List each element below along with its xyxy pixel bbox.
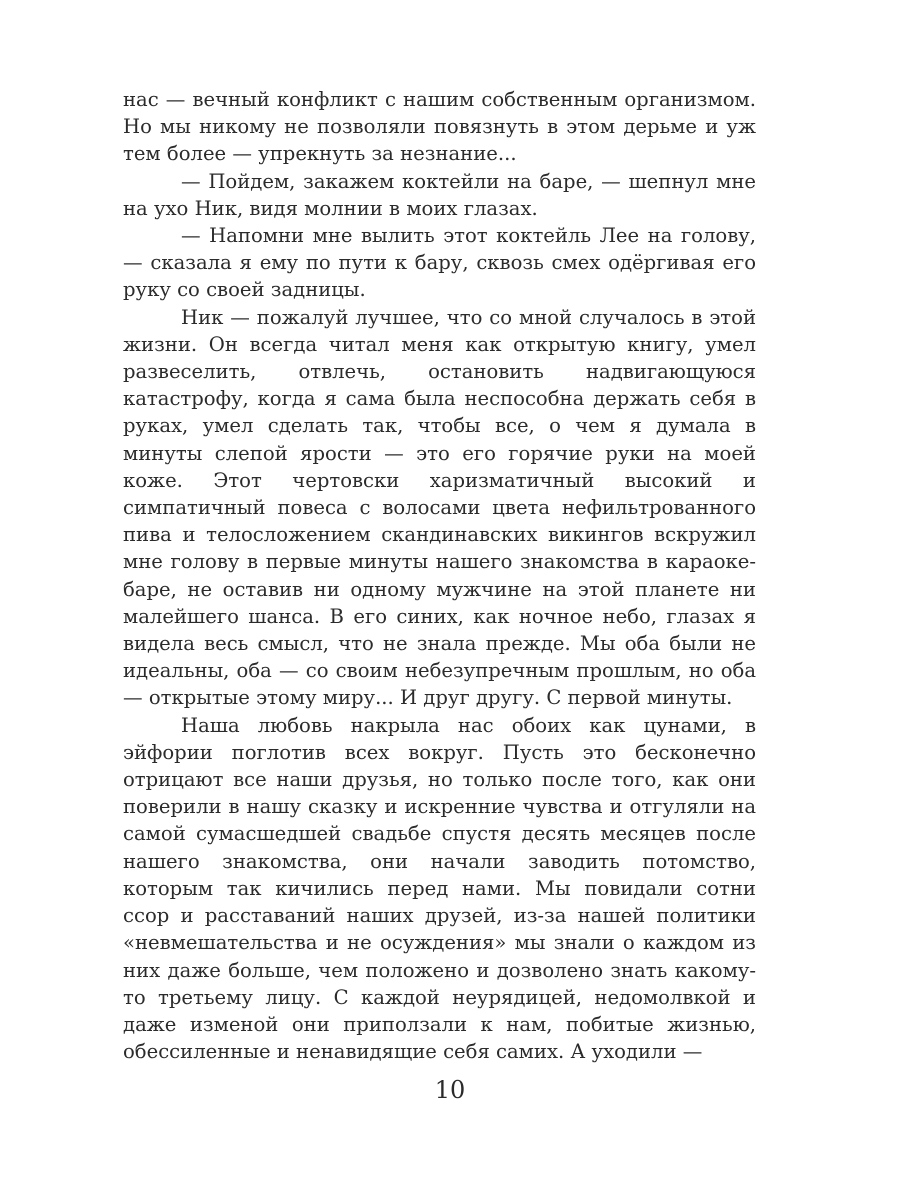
body-text (123, 86, 756, 1065)
paragraph-continued: нас — вечный конфликт с нашим собственным организмом. Но мы никому не позволяли повязнуть в этом дерьме и уж тем более — упрекнуть за незнание... (123, 88, 756, 166)
page-number: 10 (434, 1076, 466, 1104)
paragraph-nick: Ник — пожалуй лучшее, что со мной случалось в этой жизни. Он всегда читал меня как открытую книгу, умел развеселить, отвлечь, остановить надвигающуюся катастрофу, когда я сама была неспособна держать себя в руках, умел сделать так, чтобы все, о чем я думала в минуты слепой ярости — это его горячие руки на моей коже. Этот чертовски харизматичный высокий и симпатичный повеса с волосами цвета нефильтрованного пива и телосложением скандинавских викингов вскружил мне голову в первые минуты нашего знакомства в караоке-баре, не оставив ни одному мужчине на этой планете ни малейшего шанса. В его синих, как ночное небо, глазах я видела весь смысл, что не знала прежде. Мы оба были не идеальны, оба — со своим небезупречным прошлым, но оба — открытые этому миру... И друг другу. С первой минуты. (123, 305, 756, 710)
paragraph-dialogue-2: — Напомни мне вылить этот коктейль Лее на голову, — сказала я ему по пути к бару, сквозь смех одёргивая его руку со своей задницы. (123, 224, 756, 302)
paragraph-dialogue-1: — Пойдем, закажем коктейли на баре, — шепнул мне на ухо Ник, видя молнии в моих глазах. (123, 169, 756, 220)
paragraph-love: Наша любовь накрыла нас обоих как цунами, в эйфории поглотив всех вокруг. Пусть это бесконечно отрицают все наши друзья, но только после того, как они поверили в нашу сказку и искренние чувства и отгуляли на самой сумасшедшей свадьбе спустя десять месяцев после нашего знакомства, они начали заводить потомство, которым так кичились перед нами. Мы повидали сотни ссор и расставаний наших друзей, из-за нашей политики «невмешательства и не осуждения» мы знали о каждом из них даже больше, чем положено и дозволено знать какому-то третьему лицу. С каждой неурядицей, недомолвкой и даже изменой они приползали к нам, побитые жизнью, обессиленные и ненавидящие себя самих. А уходили — (123, 713, 756, 1064)
